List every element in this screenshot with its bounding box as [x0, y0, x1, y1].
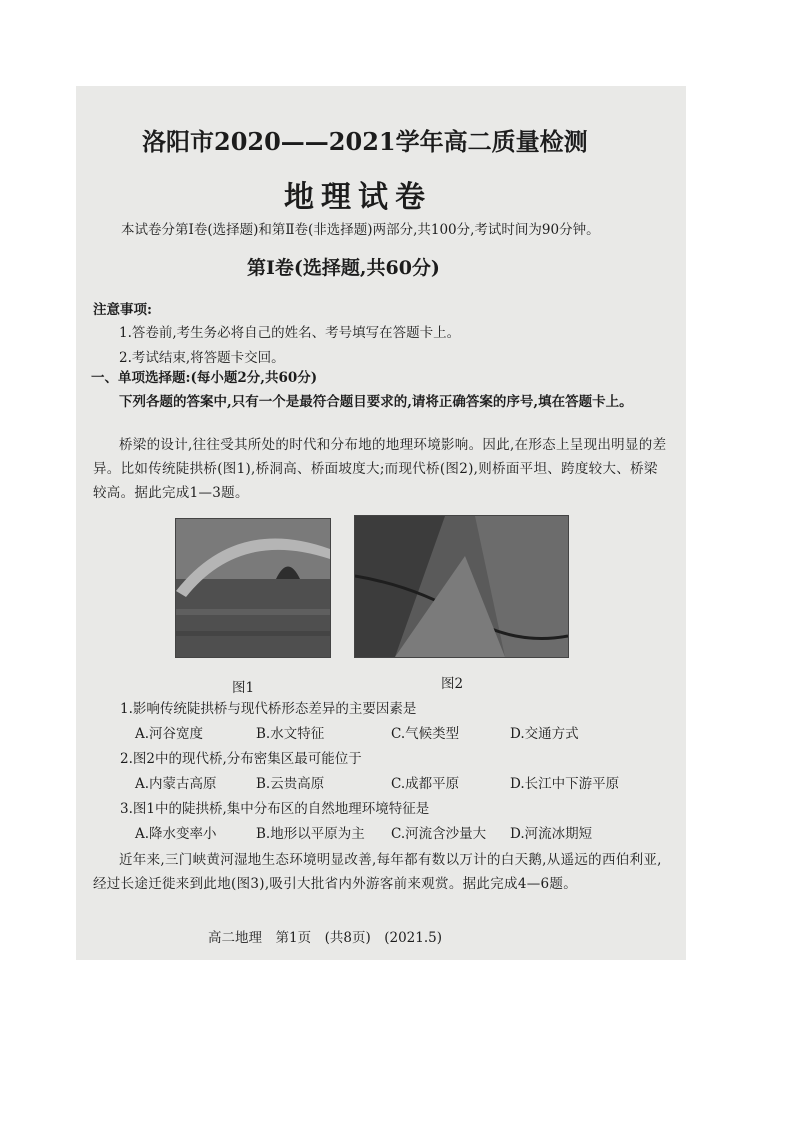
question-1-option-d: D.交通方式 — [510, 726, 579, 742]
question-2-stem: 2.图2中的现代桥,分布密集区最可能位于 — [120, 751, 362, 767]
figure-2-caption: 图2 — [441, 676, 464, 692]
exam-title: 洛阳市2020——2021学年高二质量检测 — [142, 127, 588, 156]
exam-intro: 本试卷分第Ⅰ卷(选择题)和第Ⅱ卷(非选择题)两部分,共100分,考试时间为90分钟。 — [121, 222, 600, 238]
question-1-option-a: A.河谷宽度 — [135, 726, 204, 742]
question-2-option-c: C.成都平原 — [391, 776, 460, 792]
question-1-option-c: C.气候类型 — [391, 726, 460, 742]
section-title: 第Ⅰ卷(选择题,共60分) — [247, 257, 440, 279]
passage-bridges: 桥梁的设计,往往受其所处的时代和分布地的地理环境影响。因此,在形态上呈现出明显的差异。比如传统陡拱桥(图1),桥洞高、桥面坡度大;而现代桥(图2),则桥面平坦、跨度较大、桥梁较高。据此完成1—3题。 — [93, 437, 667, 501]
note-item: 2.考试结束,将答题卡交回。 — [119, 350, 285, 366]
question-1-option-b: B.水文特征 — [256, 726, 325, 742]
question-3-option-b: B.地形以平原为主 — [256, 826, 365, 842]
question-2-option-a: A.内蒙古高原 — [135, 776, 217, 792]
notes-heading: 注意事项: — [93, 302, 152, 318]
question-3-stem: 3.图1中的陡拱桥,集中分布区的自然地理环境特征是 — [120, 801, 430, 817]
page-footer: 高二地理 第1页 (共8页) (2021.5) — [208, 930, 442, 946]
question-1-stem: 1.影响传统陡拱桥与现代桥形态差异的主要因素是 — [120, 701, 417, 717]
question-3-option-c: C.河流含沙量大 — [391, 826, 487, 842]
question-3-option-a: A.降水变率小 — [135, 826, 217, 842]
question-2-option-b: B.云贵高原 — [256, 776, 325, 792]
passage-swans: 近年来,三门峡黄河湿地生态环境明显改善,每年都有数以万计的白天鹅,从遥远的西伯利亚,经过长途迁徙来到此地(图3),吸引大批省内外游客前来观赏。据此完成4—6题。 — [93, 852, 662, 892]
subject-title: 地理试卷 — [284, 180, 432, 215]
figure-1-caption: 图1 — [232, 680, 255, 696]
question-2-option-d: D.长江中下游平原 — [510, 776, 620, 792]
figure-1-arch-bridge — [175, 518, 331, 658]
figure-2-modern-bridge — [354, 515, 569, 658]
part-heading: 一、单项选择题:(每小题2分,共60分) — [91, 370, 318, 386]
part-instruction: 下列各题的答案中,只有一个是最符合题目要求的,请将正确答案的序号,填在答题卡上。 — [119, 394, 633, 410]
question-3-option-d: D.河流冰期短 — [510, 826, 593, 842]
note-item: 1.答卷前,考生务必将自己的姓名、考号填写在答题卡上。 — [119, 325, 461, 341]
